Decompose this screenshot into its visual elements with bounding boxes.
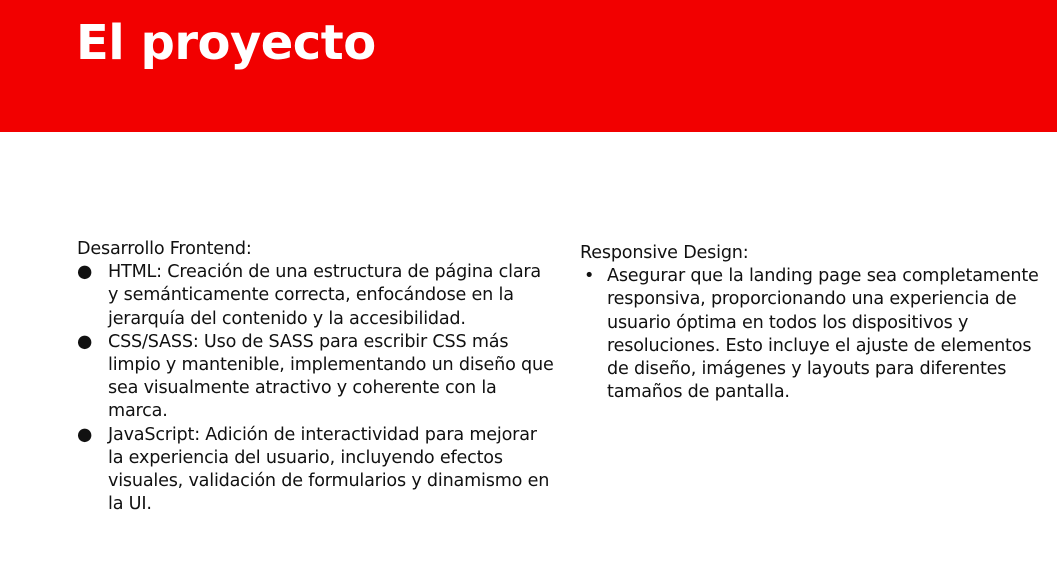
bullet-icon: ●	[77, 262, 93, 283]
page-title: El proyecto	[76, 15, 376, 71]
responsive-list	[580, 265, 1050, 404]
frontend-item-html	[77, 261, 555, 331]
frontend-list	[77, 261, 555, 516]
bullet-icon: •	[584, 266, 595, 287]
frontend-section	[77, 238, 555, 516]
bullet-icon: ●	[77, 331, 93, 352]
header-band	[0, 0, 1057, 132]
responsive-item	[580, 265, 1050, 404]
responsive-item-text: Asegurar que la landing page sea completamente responsiva, proporcionando una experiencia de usuario óptima en todos los dispositivos y resoluciones. Esto incluye el ajuste de elementos de diseño, imágenes y layouts para diferentes tamaños de pantalla.	[607, 266, 1039, 403]
responsive-section	[580, 242, 1050, 404]
frontend-heading: Desarrollo Frontend:	[77, 239, 252, 259]
frontend-item-text: CSS/SASS: Uso de SASS para escribir CSS más limpio y mantenible, implementando un diseño que sea visualmente atractivo y coherente con la marca.	[108, 331, 554, 422]
frontend-item-text: HTML: Creación de una estructura de página clara y semánticamente correcta, enfocándose en la jerarquía del contenido y la accesibilidad.	[108, 262, 542, 329]
frontend-item-javascript	[77, 424, 555, 517]
bullet-icon: ●	[77, 424, 93, 445]
responsive-heading: Responsive Design:	[580, 243, 749, 263]
frontend-item-css	[77, 331, 555, 424]
frontend-item-text: JavaScript: Adición de interactividad para mejorar la experiencia del usuario, incluyendo efectos visuales, validación de formularios y dinamismo en la UI.	[108, 424, 550, 515]
